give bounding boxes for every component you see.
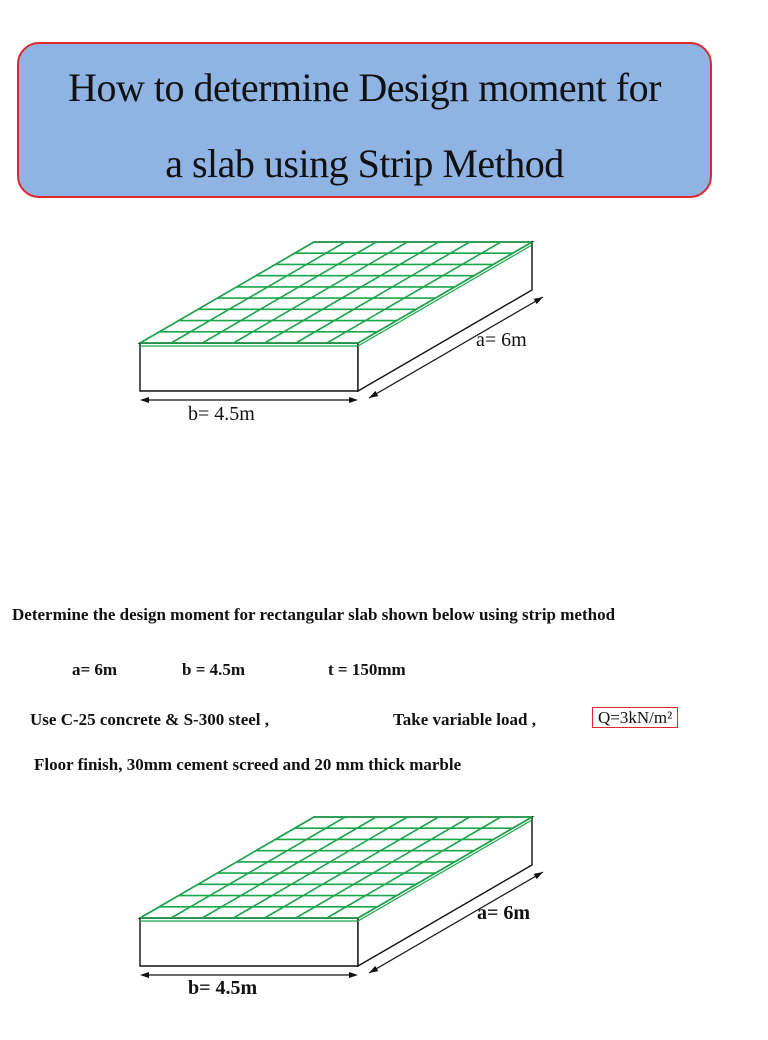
dimension-b-label: b= 4.5m xyxy=(188,977,258,999)
slab-figure-bottom xyxy=(0,800,768,1040)
problem-statement: Determine the design moment for rectangular slab shown below using strip method xyxy=(12,605,616,624)
arrowhead xyxy=(349,972,358,978)
title-line-1: How to determine Design moment for xyxy=(68,65,661,110)
load-label: Take variable load , xyxy=(393,710,536,729)
slab-figure-top xyxy=(0,225,768,465)
slab-front-face xyxy=(140,918,358,966)
load-value-box xyxy=(592,708,678,728)
slab-drawing-top xyxy=(0,225,768,465)
given-a: a= 6m xyxy=(72,660,118,679)
materials-text: Use C-25 concrete & S-300 steel , xyxy=(30,710,270,729)
load-value: Q=3kN/m² xyxy=(592,707,678,728)
dimension-b-label: b= 4.5m xyxy=(188,403,255,425)
slab-drawing-bottom xyxy=(0,800,768,1040)
title-banner xyxy=(17,42,712,198)
arrowhead xyxy=(534,872,543,879)
arrowhead xyxy=(349,397,358,403)
floor-finish-text: Floor finish, 30mm cement screed and 20 mm thick marble xyxy=(34,755,462,774)
slab-front-face xyxy=(140,343,358,391)
arrowhead xyxy=(534,297,543,304)
arrowhead xyxy=(369,391,378,398)
title-line-2: a slab using Strip Method xyxy=(165,141,564,186)
arrowhead xyxy=(369,966,378,973)
arrowhead xyxy=(140,972,149,978)
dimension-a-label: a= 6m xyxy=(477,902,531,924)
arrowhead xyxy=(140,397,149,403)
given-t: t = 150mm xyxy=(328,660,406,679)
dimension-a-label: a= 6m xyxy=(476,329,527,351)
given-b: b = 4.5m xyxy=(182,660,246,679)
